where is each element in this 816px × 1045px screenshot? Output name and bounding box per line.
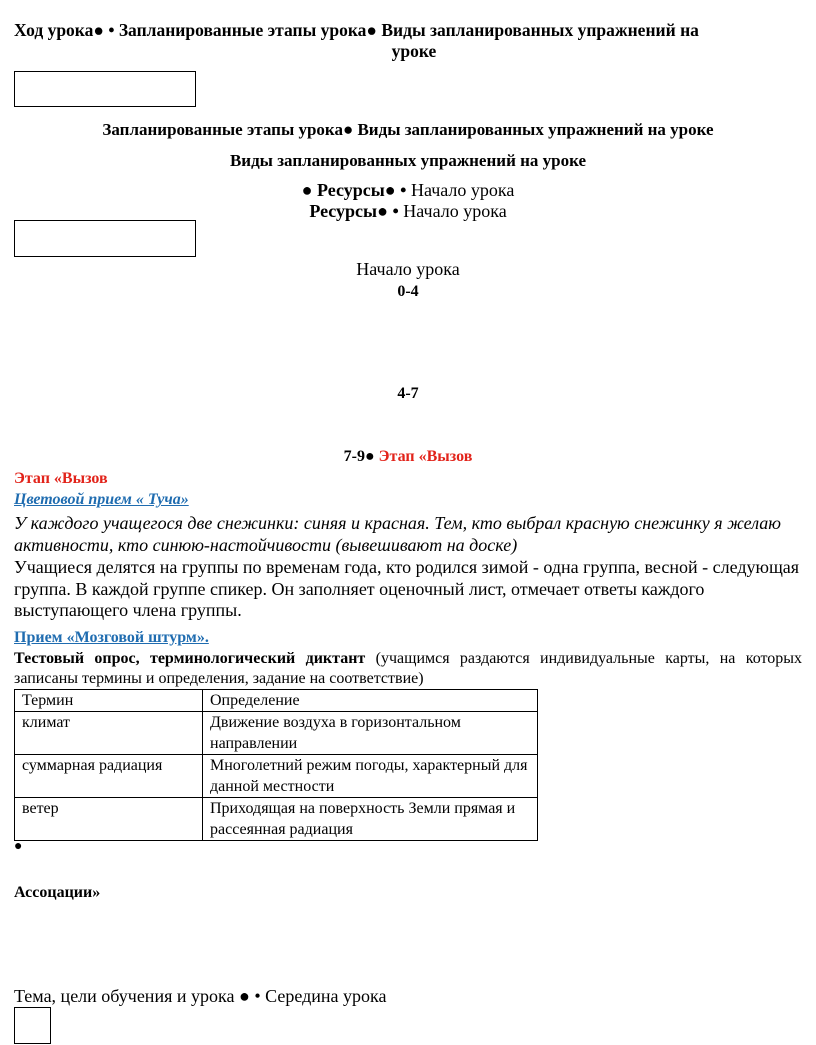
terms-table — [14, 689, 538, 841]
table-row — [15, 712, 538, 755]
resources-start-2: Начало урока — [403, 201, 507, 221]
table-cell-definition: Многолетний режим погоды, характерный для данной местности — [203, 755, 538, 798]
time-range-0-4: 0-4 — [397, 283, 419, 300]
table-cell-term: ветер — [15, 798, 203, 841]
bullet-icon: ● — [14, 839, 23, 854]
table-row — [15, 755, 538, 798]
stage-time-line — [0, 446, 816, 467]
table-cell-term: суммарная радиация — [15, 755, 203, 798]
table-cell-definition: Движение воздуха в горизонтальном направлении — [203, 712, 538, 755]
stage-heading: Этап «Вызов — [14, 470, 108, 487]
stage-name-inline: Этап «Вызов — [378, 448, 473, 465]
table-header-term: Термин — [15, 690, 203, 712]
footer-theme-line: Тема, цели обучения и урока ● • Середина урока — [14, 986, 387, 1006]
method-brainstorm-bold: Тестовый опрос, терминологический диктант — [14, 650, 366, 667]
associations-heading: Ассоцации» — [14, 884, 101, 901]
lesson-start-label: Начало урока — [356, 259, 460, 279]
empty-cell-box-2 — [14, 220, 196, 257]
resources-line-2 — [0, 201, 816, 222]
method-color-title — [14, 490, 189, 510]
method-brainstorm-plain: (учащимся раздаются индивидуальные карты, на которых записаны термины и определения, задание на соответствие) — [14, 650, 803, 687]
table-cell-definition: Приходящая на поверхность Земли прямая и рассеянная радиация — [203, 798, 538, 841]
resources-line-1 — [0, 180, 816, 201]
method-brainstorm-title — [14, 628, 209, 648]
method-brainstorm-description — [14, 649, 802, 689]
method-color-link[interactable]: Цветовой прием « Туча» — [14, 491, 189, 508]
subheading-stages: Запланированные этапы урока● Виды запланированных упражнений на уроке — [102, 120, 714, 139]
page-title — [14, 20, 804, 62]
resources-label-1: Ресурсы● • — [317, 180, 407, 200]
subheading-exercises: Виды запланированных упражнений на уроке — [229, 151, 587, 170]
method-brainstorm-link[interactable]: Прием «Мозговой штурм». — [14, 629, 209, 646]
resources-label-2: Ресурсы● • — [309, 201, 399, 221]
method-color-plain-text: Учащиеся делятся на группы по временам года, кто родился зимой - одна группа, весной - следующая группа. В каждой группе спикер. Он заполняет оценочный лист, отмечает ответы каждого выступающего члена группы. — [14, 557, 800, 620]
page-title-line2: уроке — [391, 41, 437, 61]
time-range-4-7: 4-7 — [397, 385, 419, 402]
table-header-row — [15, 690, 538, 712]
table-row — [15, 798, 538, 841]
stage-time: 7-9● — [343, 448, 375, 465]
empty-cell-box-3 — [14, 1007, 51, 1044]
empty-cell-box-1 — [14, 71, 196, 107]
resources-start-1: Начало урока — [410, 180, 515, 200]
table-header-definition: Определение — [203, 690, 538, 712]
method-color-italic-text: У каждого учащегося две снежинки: синяя и красная. Тем, кто выбрал красную снежинку я желаю активности, кто синюю-настойчивости (вывешивают на доске) — [14, 513, 781, 555]
resources-bullet: ● — [301, 180, 313, 200]
table-cell-term: климат — [15, 712, 203, 755]
page-title-line1: Ход урока● • Запланированные этапы урока● Виды запланированных упражнений на — [14, 20, 699, 40]
